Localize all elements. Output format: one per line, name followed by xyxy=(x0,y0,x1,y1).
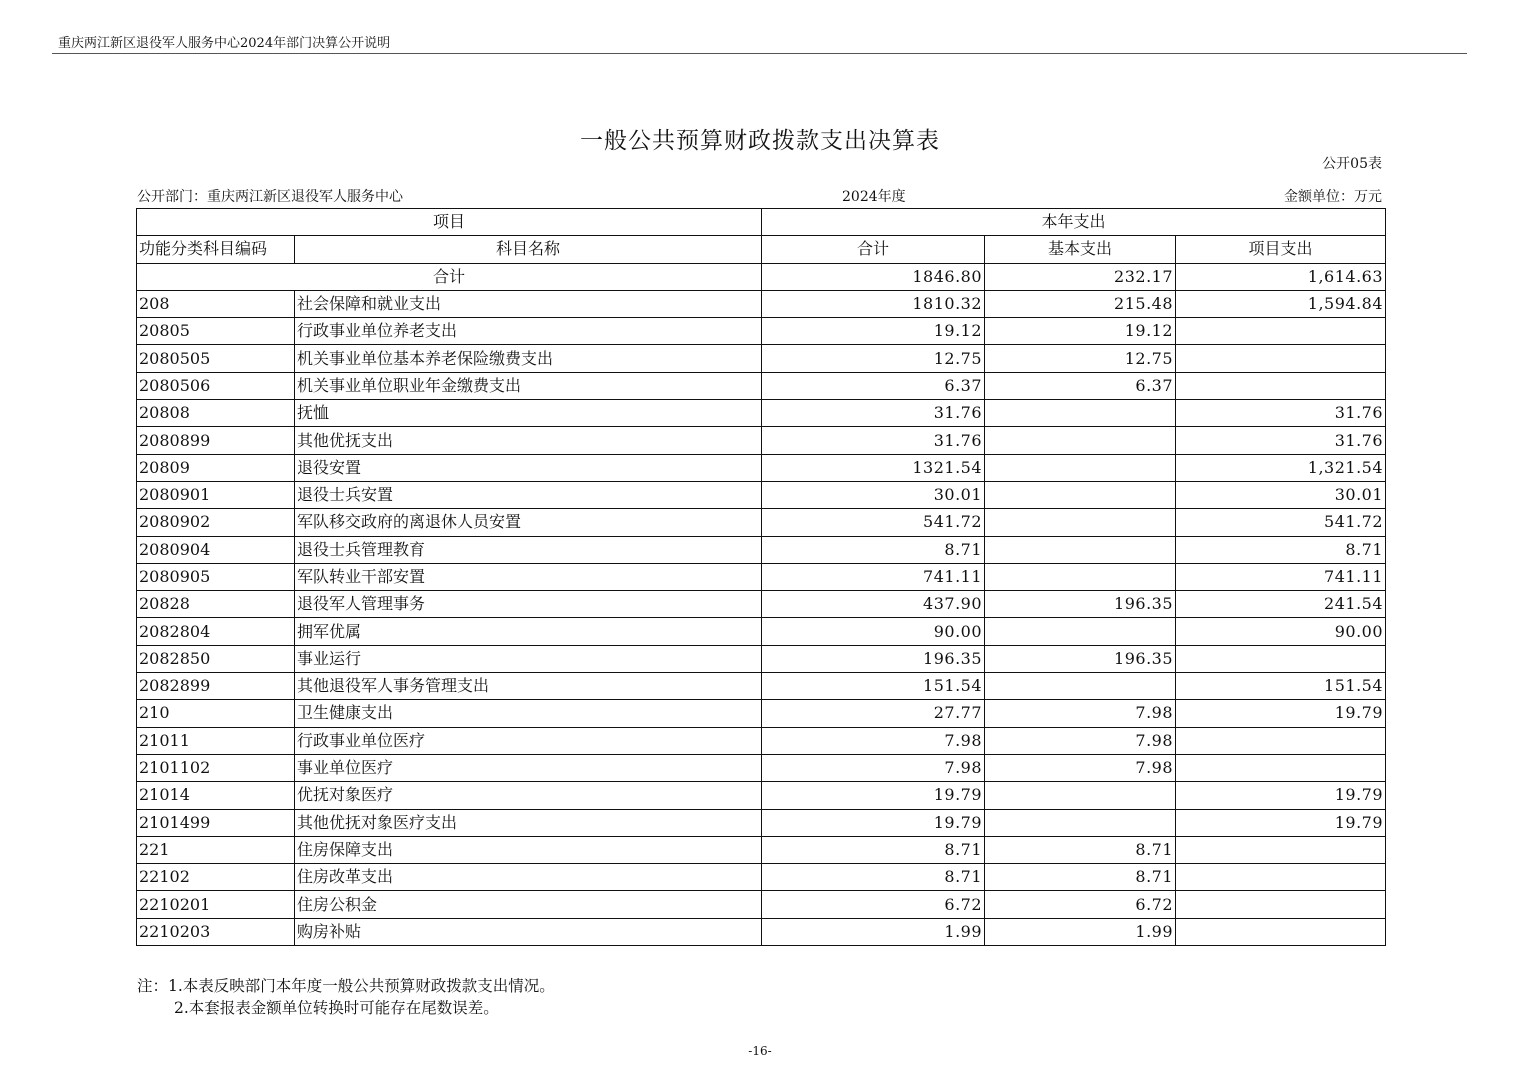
table-row xyxy=(137,727,1386,754)
row-basic: 8.71 xyxy=(985,864,1176,891)
row-project: 241.54 xyxy=(1176,591,1386,618)
table-row xyxy=(137,372,1386,399)
row-code: 2080506 xyxy=(137,372,295,399)
row-total: 7.98 xyxy=(762,727,985,754)
note-line-2: 2.本套报表金额单位转换时可能存在尾数误差。 xyxy=(174,999,499,1017)
row-code: 2080902 xyxy=(137,509,295,536)
row-basic: 6.72 xyxy=(985,891,1176,918)
row-project: 741.11 xyxy=(1176,563,1386,590)
row-basic xyxy=(985,673,1176,700)
row-name: 军队移交政府的离退休人员安置 xyxy=(295,509,762,536)
row-project xyxy=(1176,345,1386,372)
row-project xyxy=(1176,836,1386,863)
row-basic xyxy=(985,509,1176,536)
row-code: 20828 xyxy=(137,591,295,618)
row-code: 210 xyxy=(137,700,295,727)
row-basic: 196.35 xyxy=(985,645,1176,672)
table-row xyxy=(137,754,1386,781)
row-basic xyxy=(985,454,1176,481)
table-row xyxy=(137,481,1386,508)
row-total: 19.79 xyxy=(762,809,985,836)
row-code: 21014 xyxy=(137,782,295,809)
row-total: 30.01 xyxy=(762,481,985,508)
row-project: 541.72 xyxy=(1176,509,1386,536)
row-total: 7.98 xyxy=(762,754,985,781)
header-project: 项目支出 xyxy=(1176,236,1386,263)
row-basic xyxy=(985,400,1176,427)
row-name: 退役军人管理事务 xyxy=(295,591,762,618)
table-row xyxy=(137,290,1386,317)
row-name: 其他优抚对象医疗支出 xyxy=(295,809,762,836)
row-code: 20808 xyxy=(137,400,295,427)
row-code: 2080905 xyxy=(137,563,295,590)
row-basic: 8.71 xyxy=(985,836,1176,863)
row-total: 31.76 xyxy=(762,427,985,454)
row-code: 2101499 xyxy=(137,809,295,836)
row-name: 机关事业单位基本养老保险缴费支出 xyxy=(295,345,762,372)
row-total: 19.12 xyxy=(762,318,985,345)
row-basic xyxy=(985,536,1176,563)
row-project xyxy=(1176,864,1386,891)
row-name: 事业单位医疗 xyxy=(295,754,762,781)
row-basic xyxy=(985,427,1176,454)
total-project: 1,614.63 xyxy=(1176,263,1386,290)
table-row xyxy=(137,318,1386,345)
row-name: 住房改革支出 xyxy=(295,864,762,891)
row-project: 19.79 xyxy=(1176,700,1386,727)
header-current-year: 本年支出 xyxy=(762,209,1386,236)
row-name: 机关事业单位职业年金缴费支出 xyxy=(295,372,762,399)
row-name: 拥军优属 xyxy=(295,618,762,645)
row-project: 1,594.84 xyxy=(1176,290,1386,317)
note-line-1: 注：1.本表反映部门本年度一般公共预算财政拨款支出情况。 xyxy=(137,977,555,995)
row-total: 1.99 xyxy=(762,918,985,945)
amount-unit: 金额单位：万元 xyxy=(1284,189,1382,205)
row-project xyxy=(1176,645,1386,672)
row-total: 31.76 xyxy=(762,400,985,427)
form-number: 公开05表 xyxy=(1322,156,1382,172)
row-project xyxy=(1176,372,1386,399)
total-row xyxy=(137,263,1386,290)
row-name: 行政事业单位医疗 xyxy=(295,727,762,754)
table-row xyxy=(137,673,1386,700)
row-project xyxy=(1176,918,1386,945)
row-code: 2080505 xyxy=(137,345,295,372)
table-row xyxy=(137,836,1386,863)
row-total: 437.90 xyxy=(762,591,985,618)
row-code: 2210203 xyxy=(137,918,295,945)
row-total: 6.37 xyxy=(762,372,985,399)
row-basic: 7.98 xyxy=(985,727,1176,754)
document-title: 一般公共预算财政拨款支出决算表 xyxy=(580,128,940,154)
page-number: -16- xyxy=(748,1044,772,1058)
table-row xyxy=(137,427,1386,454)
total-amount: 1846.80 xyxy=(762,263,985,290)
row-basic: 19.12 xyxy=(985,318,1176,345)
total-label: 合计 xyxy=(137,263,762,290)
row-code: 20809 xyxy=(137,454,295,481)
row-total: 27.77 xyxy=(762,700,985,727)
row-code: 2082850 xyxy=(137,645,295,672)
header-code: 功能分类科目编码 xyxy=(137,236,295,263)
table-row xyxy=(137,345,1386,372)
row-code: 2080904 xyxy=(137,536,295,563)
row-total: 741.11 xyxy=(762,563,985,590)
header-total: 合计 xyxy=(762,236,985,263)
fiscal-year: 2024年度 xyxy=(842,189,906,205)
row-code: 21011 xyxy=(137,727,295,754)
row-project: 30.01 xyxy=(1176,481,1386,508)
table-row xyxy=(137,918,1386,945)
row-total: 19.79 xyxy=(762,782,985,809)
row-project xyxy=(1176,318,1386,345)
row-name: 住房公积金 xyxy=(295,891,762,918)
expenditure-table xyxy=(136,208,1386,946)
row-name: 住房保障支出 xyxy=(295,836,762,863)
row-total: 90.00 xyxy=(762,618,985,645)
table-row xyxy=(137,536,1386,563)
row-code: 2082899 xyxy=(137,673,295,700)
row-project xyxy=(1176,754,1386,781)
header-basic: 基本支出 xyxy=(985,236,1176,263)
row-total: 8.71 xyxy=(762,836,985,863)
row-name: 退役士兵安置 xyxy=(295,481,762,508)
total-basic: 232.17 xyxy=(985,263,1176,290)
table-row xyxy=(137,645,1386,672)
row-name: 卫生健康支出 xyxy=(295,700,762,727)
row-name: 购房补贴 xyxy=(295,918,762,945)
running-header: 重庆两江新区退役军人服务中心2024年部门决算公开说明 xyxy=(58,36,391,51)
group-header-row xyxy=(137,209,1386,236)
row-total: 151.54 xyxy=(762,673,985,700)
row-basic: 7.98 xyxy=(985,700,1176,727)
row-name: 事业运行 xyxy=(295,645,762,672)
table-row xyxy=(137,400,1386,427)
row-basic xyxy=(985,618,1176,645)
table-row xyxy=(137,891,1386,918)
row-name: 退役安置 xyxy=(295,454,762,481)
row-total: 1321.54 xyxy=(762,454,985,481)
row-basic: 6.37 xyxy=(985,372,1176,399)
row-project: 31.76 xyxy=(1176,400,1386,427)
row-basic: 12.75 xyxy=(985,345,1176,372)
row-total: 196.35 xyxy=(762,645,985,672)
row-project xyxy=(1176,891,1386,918)
header-rule xyxy=(52,53,1467,54)
row-name: 社会保障和就业支出 xyxy=(295,290,762,317)
notes xyxy=(137,975,555,1019)
row-name: 其他退役军人事务管理支出 xyxy=(295,673,762,700)
row-project: 8.71 xyxy=(1176,536,1386,563)
table-row xyxy=(137,618,1386,645)
row-total: 6.72 xyxy=(762,891,985,918)
row-name: 抚恤 xyxy=(295,400,762,427)
row-project: 19.79 xyxy=(1176,809,1386,836)
row-code: 22102 xyxy=(137,864,295,891)
department-label: 公开部门：重庆两江新区退役军人服务中心 xyxy=(137,189,403,205)
row-basic: 7.98 xyxy=(985,754,1176,781)
row-total: 541.72 xyxy=(762,509,985,536)
row-project xyxy=(1176,727,1386,754)
row-total: 8.71 xyxy=(762,536,985,563)
table-row xyxy=(137,591,1386,618)
header-item: 项目 xyxy=(137,209,762,236)
table-row xyxy=(137,809,1386,836)
row-code: 20805 xyxy=(137,318,295,345)
row-basic: 196.35 xyxy=(985,591,1176,618)
row-total: 1810.32 xyxy=(762,290,985,317)
row-name: 退役士兵管理教育 xyxy=(295,536,762,563)
table-row xyxy=(137,700,1386,727)
row-code: 221 xyxy=(137,836,295,863)
row-code: 208 xyxy=(137,290,295,317)
table-row xyxy=(137,454,1386,481)
row-basic xyxy=(985,563,1176,590)
row-basic: 215.48 xyxy=(985,290,1176,317)
table-row xyxy=(137,864,1386,891)
row-project: 19.79 xyxy=(1176,782,1386,809)
table-row xyxy=(137,563,1386,590)
row-name: 其他优抚支出 xyxy=(295,427,762,454)
header-name: 科目名称 xyxy=(295,236,762,263)
row-name: 行政事业单位养老支出 xyxy=(295,318,762,345)
row-code: 2210201 xyxy=(137,891,295,918)
table-row xyxy=(137,782,1386,809)
meta-row xyxy=(137,186,1382,206)
row-basic xyxy=(985,782,1176,809)
row-basic xyxy=(985,809,1176,836)
row-project: 1,321.54 xyxy=(1176,454,1386,481)
row-basic: 1.99 xyxy=(985,918,1176,945)
row-project: 90.00 xyxy=(1176,618,1386,645)
row-code: 2101102 xyxy=(137,754,295,781)
row-name: 军队转业干部安置 xyxy=(295,563,762,590)
row-total: 12.75 xyxy=(762,345,985,372)
row-project: 31.76 xyxy=(1176,427,1386,454)
column-header-row xyxy=(137,236,1386,263)
row-total: 8.71 xyxy=(762,864,985,891)
row-project: 151.54 xyxy=(1176,673,1386,700)
row-name: 优抚对象医疗 xyxy=(295,782,762,809)
row-code: 2080899 xyxy=(137,427,295,454)
row-code: 2080901 xyxy=(137,481,295,508)
table-row xyxy=(137,509,1386,536)
row-code: 2082804 xyxy=(137,618,295,645)
row-basic xyxy=(985,481,1176,508)
